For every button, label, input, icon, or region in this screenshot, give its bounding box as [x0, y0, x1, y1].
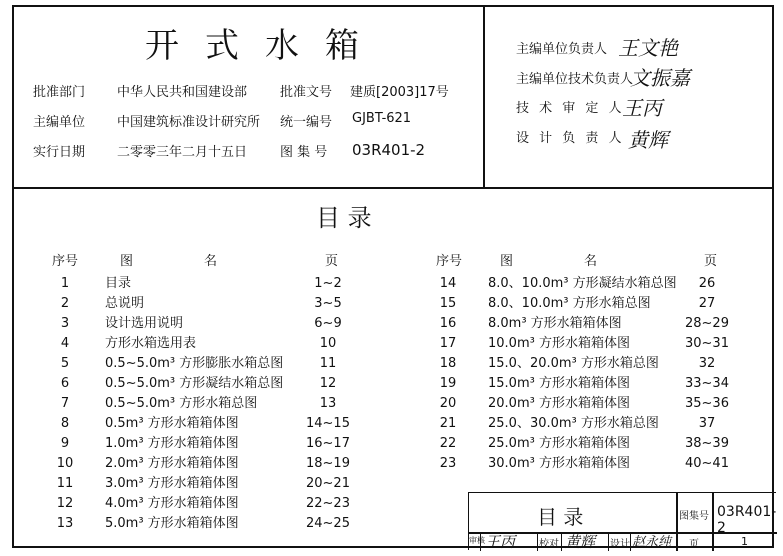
approval-dept-label: 批准部门	[33, 85, 86, 100]
toc-seq: 19	[439, 376, 457, 391]
toc-seq: 17	[439, 336, 457, 351]
toc-seq: 7	[60, 396, 70, 411]
design-signature: 赵永纯	[632, 535, 672, 550]
toc-page: 13	[319, 396, 337, 411]
toc-drawing-name: 8.0m³ 方形水箱箱体图	[488, 316, 622, 331]
toc-drawing-name: 5.0m³ 方形水箱箱体图	[105, 516, 239, 531]
unified-no-label: 统一编号	[280, 115, 333, 130]
toc-page: 14~15	[306, 416, 350, 431]
toc-page: 20~21	[306, 476, 350, 491]
review-label: 审核	[469, 536, 485, 545]
toc-title: 目 录	[316, 204, 372, 232]
technical-reviewer-signature: 王丙	[622, 96, 662, 120]
toc-seq: 20	[439, 396, 457, 411]
col-seq-left: 序号	[52, 254, 79, 269]
toc-page: 26	[698, 276, 716, 291]
toc-page: 22~23	[306, 496, 350, 511]
toc-page: 10	[319, 336, 337, 351]
col-name-b-right: 名	[584, 254, 598, 269]
toc-drawing-name: 4.0m³ 方形水箱箱体图	[105, 496, 239, 511]
toc-page: 33~34	[685, 376, 729, 391]
toc-page: 12	[319, 376, 337, 391]
col-page-left: 页	[325, 254, 339, 269]
page-number: 1	[741, 535, 748, 548]
toc-seq: 15	[439, 296, 457, 311]
toc-drawing-name: 3.0m³ 方形水箱箱体图	[105, 476, 239, 491]
toc-seq: 1	[60, 276, 70, 291]
design-label: 设计	[610, 539, 630, 550]
toc-row	[0, 274, 783, 294]
toc-seq: 4	[60, 336, 70, 351]
toc-page: 18~19	[306, 456, 350, 471]
title-block-title: 目 录	[537, 505, 584, 529]
review-signature: 王丙	[485, 533, 516, 551]
toc-seq: 11	[56, 476, 74, 491]
toc-drawing-name: 30.0m³ 方形水箱箱体图	[488, 456, 630, 471]
toc-row	[0, 314, 783, 334]
toc-drawing-name: 1.0m³ 方形水箱箱体图	[105, 436, 239, 451]
atlas-no-tb: 03R401-2	[717, 504, 777, 536]
toc-seq: 12	[56, 496, 74, 511]
toc-seq: 2	[60, 296, 70, 311]
technical-reviewer-label: 技 术 审 定 人	[516, 101, 625, 116]
editor-unit-value: 中国建筑标准设计研究所	[117, 115, 261, 130]
toc-row	[0, 414, 783, 434]
toc-page: 27	[698, 296, 716, 311]
atlas-no-label: 图 集 号	[280, 145, 328, 160]
unified-no-value: GJBT-621	[352, 111, 412, 126]
toc-drawing-name: 25.0、30.0m³ 方形水箱总图	[488, 416, 659, 431]
design-lead-signature: 黄辉	[628, 128, 668, 152]
toc-drawing-name: 目录	[105, 276, 132, 291]
atlas-no-label-tb: 图集号	[679, 511, 709, 522]
check-label: 校对	[539, 539, 559, 550]
toc-seq: 8	[60, 416, 70, 431]
tech-chief-label: 主编单位技术负责人	[516, 72, 634, 87]
toc-seq: 22	[439, 436, 457, 451]
toc-page: 11	[319, 356, 337, 371]
toc-drawing-name: 0.5~5.0m³ 方形凝结水箱总图	[105, 376, 284, 391]
toc-seq: 13	[56, 516, 74, 531]
toc-page: 32	[698, 356, 716, 371]
toc-drawing-name: 方形水箱选用表	[105, 336, 197, 351]
toc-page: 40~41	[685, 456, 729, 471]
toc-page: 30~31	[685, 336, 729, 351]
title-block	[468, 492, 776, 550]
chief-unit-label: 主编单位负责人	[516, 42, 608, 57]
toc-seq: 5	[60, 356, 70, 371]
toc-drawing-name: 0.5~5.0m³ 方形膨胀水箱总图	[105, 356, 284, 371]
toc-seq: 21	[439, 416, 457, 431]
effective-date-label: 实行日期	[33, 145, 86, 160]
tech-chief-signature: 文振嘉	[630, 66, 690, 90]
toc-seq: 3	[60, 316, 70, 331]
toc-page: 37	[698, 416, 716, 431]
toc-row	[0, 434, 783, 454]
toc-drawing-name: 10.0m³ 方形水箱箱体图	[488, 336, 630, 351]
toc-row	[0, 394, 783, 414]
toc-drawing-name: 设计选用说明	[105, 316, 184, 331]
approval-no-value: 建质[2003]17号	[350, 85, 449, 100]
toc-seq: 18	[439, 356, 457, 371]
toc-drawing-name: 15.0、20.0m³ 方形水箱总图	[488, 356, 659, 371]
toc-seq: 14	[439, 276, 457, 291]
toc-drawing-name: 15.0m³ 方形水箱箱体图	[488, 376, 630, 391]
toc-page: 16~17	[306, 436, 350, 451]
check-signature: 黄辉	[565, 533, 596, 551]
toc-row	[0, 334, 783, 354]
toc-drawing-name: 总说明	[105, 296, 145, 311]
toc-row	[0, 354, 783, 374]
toc-page: 1~2	[314, 276, 342, 291]
toc-seq: 9	[60, 436, 70, 451]
toc-row	[0, 294, 783, 314]
chief-unit-signature: 王文艳	[618, 36, 678, 60]
header-divider	[483, 5, 485, 189]
approval-dept-value: 中华人民共和国建设部	[117, 85, 248, 100]
toc-row	[0, 374, 783, 394]
toc-drawing-name: 2.0m³ 方形水箱箱体图	[105, 456, 239, 471]
toc-drawing-name: 8.0、10.0m³ 方形凝结水箱总图	[488, 276, 677, 291]
col-name-a-left: 图	[120, 254, 134, 269]
editor-unit-label: 主编单位	[33, 115, 86, 130]
toc-row	[0, 474, 783, 494]
effective-date-value: 二零零三年二月十五日	[117, 145, 248, 160]
toc-drawing-name: 8.0、10.0m³ 方形水箱总图	[488, 296, 651, 311]
toc-drawing-name: 0.5~5.0m³ 方形水箱总图	[105, 396, 258, 411]
toc-page: 3~5	[314, 296, 342, 311]
toc-row	[0, 454, 783, 474]
approval-no-label: 批准文号	[280, 85, 333, 100]
col-name-a-right: 图	[500, 254, 514, 269]
col-page-right: 页	[704, 254, 718, 269]
toc-page: 24~25	[306, 516, 350, 531]
toc-seq: 23	[439, 456, 457, 471]
toc-seq: 10	[56, 456, 74, 471]
atlas-title: 开式水箱	[145, 26, 385, 66]
toc-drawing-name: 20.0m³ 方形水箱箱体图	[488, 396, 630, 411]
page-label: 页	[689, 539, 699, 550]
toc-drawing-name: 0.5m³ 方形水箱箱体图	[105, 416, 239, 431]
toc-page: 28~29	[685, 316, 729, 331]
toc-page: 6~9	[314, 316, 342, 331]
toc-drawing-name: 25.0m³ 方形水箱箱体图	[488, 436, 630, 451]
design-lead-label: 设 计 负 责 人	[516, 131, 625, 146]
toc-page: 38~39	[685, 436, 729, 451]
toc-seq: 6	[60, 376, 70, 391]
toc-seq: 16	[439, 316, 457, 331]
header-bottom-line	[12, 187, 774, 189]
col-seq-right: 序号	[436, 254, 463, 269]
atlas-no-value: 03R401-2	[352, 141, 426, 159]
toc-page: 35~36	[685, 396, 729, 411]
col-name-b-left: 名	[204, 254, 218, 269]
